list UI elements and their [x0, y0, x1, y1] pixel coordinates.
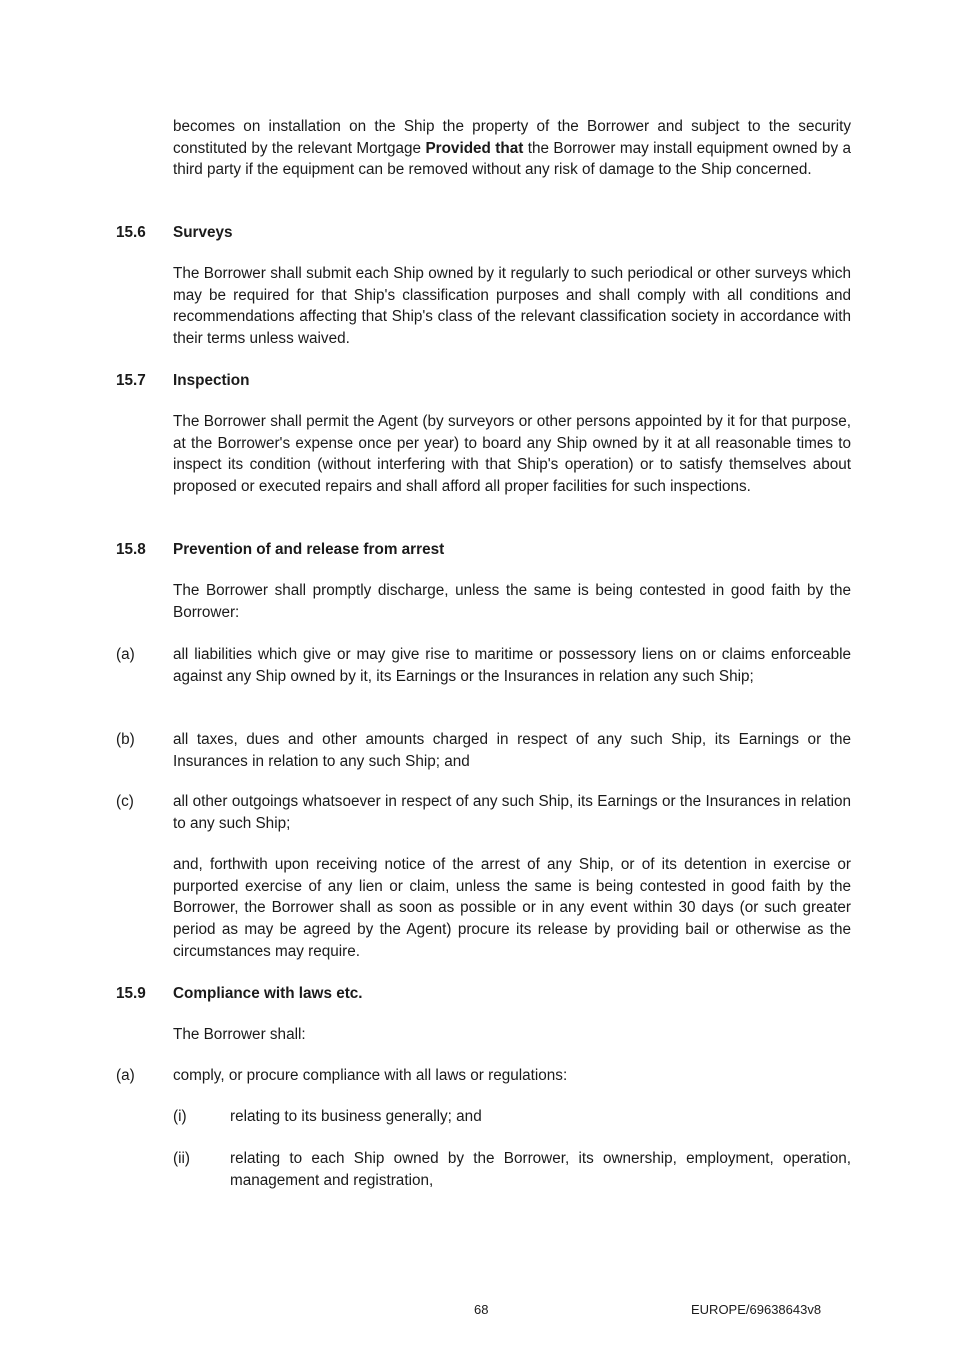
section-15-8-number: 15.8	[116, 541, 146, 558]
section-15-7-number: 15.7	[116, 372, 146, 389]
subitem-i-mark: (i)	[173, 1108, 187, 1125]
section-15-9-title: Compliance with laws etc.	[173, 985, 363, 1002]
section-15-8-closing: and, forthwith upon receiving notice of the arrest of any Ship, or of its detention in exercise or purported exercise of any lien or claim, unless the same is being contested in good faith by the Borrower, the Borrower shall as soon as possible or in any event within 30 days (or such greater period as may be agreed by the Agent) procure its release by providing bail or otherwise as the circumstances may require.	[173, 856, 851, 960]
section-15-8-intro: The Borrower shall promptly discharge, unless the same is being contested in good faith by the Borrower:	[173, 582, 851, 621]
subitem-i-text: relating to its business generally; and	[230, 1108, 482, 1125]
list-item-b-text: all taxes, dues and other amounts charged in respect of any such Ship, its Earnings or the Insurances in relation to any such Ship; and	[173, 731, 851, 770]
subitem-ii-mark: (ii)	[173, 1150, 190, 1167]
subitem-ii-text: relating to each Ship owned by the Borrower, its ownership, employment, operation, management and registration,	[230, 1150, 851, 1189]
compliance-item-a-mark: (a)	[116, 1067, 135, 1084]
list-item-a-mark: (a)	[116, 646, 135, 663]
section-15-6-title: Surveys	[173, 224, 233, 241]
page-number: 68	[474, 1302, 489, 1317]
section-15-9-intro: The Borrower shall:	[173, 1026, 306, 1043]
list-item-a-text: all liabilities which give or may give rise to maritime or possessory liens on or claims enforceable against any Ship owned by it, its Earnings or the Insurances in relation any such Ship;	[173, 646, 851, 685]
section-15-7-body: The Borrower shall permit the Agent (by surveyors or other persons appointed by it for that purpose, at the Borrower's expense once per year) to board any Ship owned by it at all reasonable times to inspect its condition (without interfering with that Ship's operation) or to satisfy themselves about proposed or executed repairs and shall afford all proper facilities for such inspections.	[173, 413, 851, 496]
section-15-7-title: Inspection	[173, 372, 250, 389]
intro-paragraph	[173, 116, 851, 181]
section-15-6-body: The Borrower shall submit each Ship owned by it regularly to such periodical or other surveys which may be required for that Ship's classification purposes and shall comply with all conditions and recommendations affecting that Ship's class of the relevant classification society in accordance with their terms unless waived.	[173, 265, 851, 348]
document-reference: EUROPE/69638643v8	[691, 1302, 822, 1317]
compliance-item-a-text: comply, or procure compliance with all laws or regulations:	[173, 1067, 568, 1084]
intro-text-before: becomes on installation on the Ship the property of the Borrower and subject to the security constituted by the relevant Mortgage	[173, 118, 851, 157]
list-item-b-mark: (b)	[116, 731, 135, 748]
intro-text-after: the Borrower may install equipment owned by a third party if the equipment can be removed without any risk of damage to the Ship concerned.	[173, 139, 851, 179]
list-item-c-text: all other outgoings whatsoever in respect of any such Ship, its Earnings or the Insurances in relation to any such Ship;	[173, 793, 851, 832]
section-15-8-title: Prevention of and release from arrest	[173, 541, 445, 558]
section-15-6-number: 15.6	[116, 224, 146, 241]
list-item-c-mark: (c)	[116, 793, 134, 810]
intro-bold-proviso: Provided that	[425, 139, 524, 157]
section-15-9-number: 15.9	[116, 985, 146, 1002]
